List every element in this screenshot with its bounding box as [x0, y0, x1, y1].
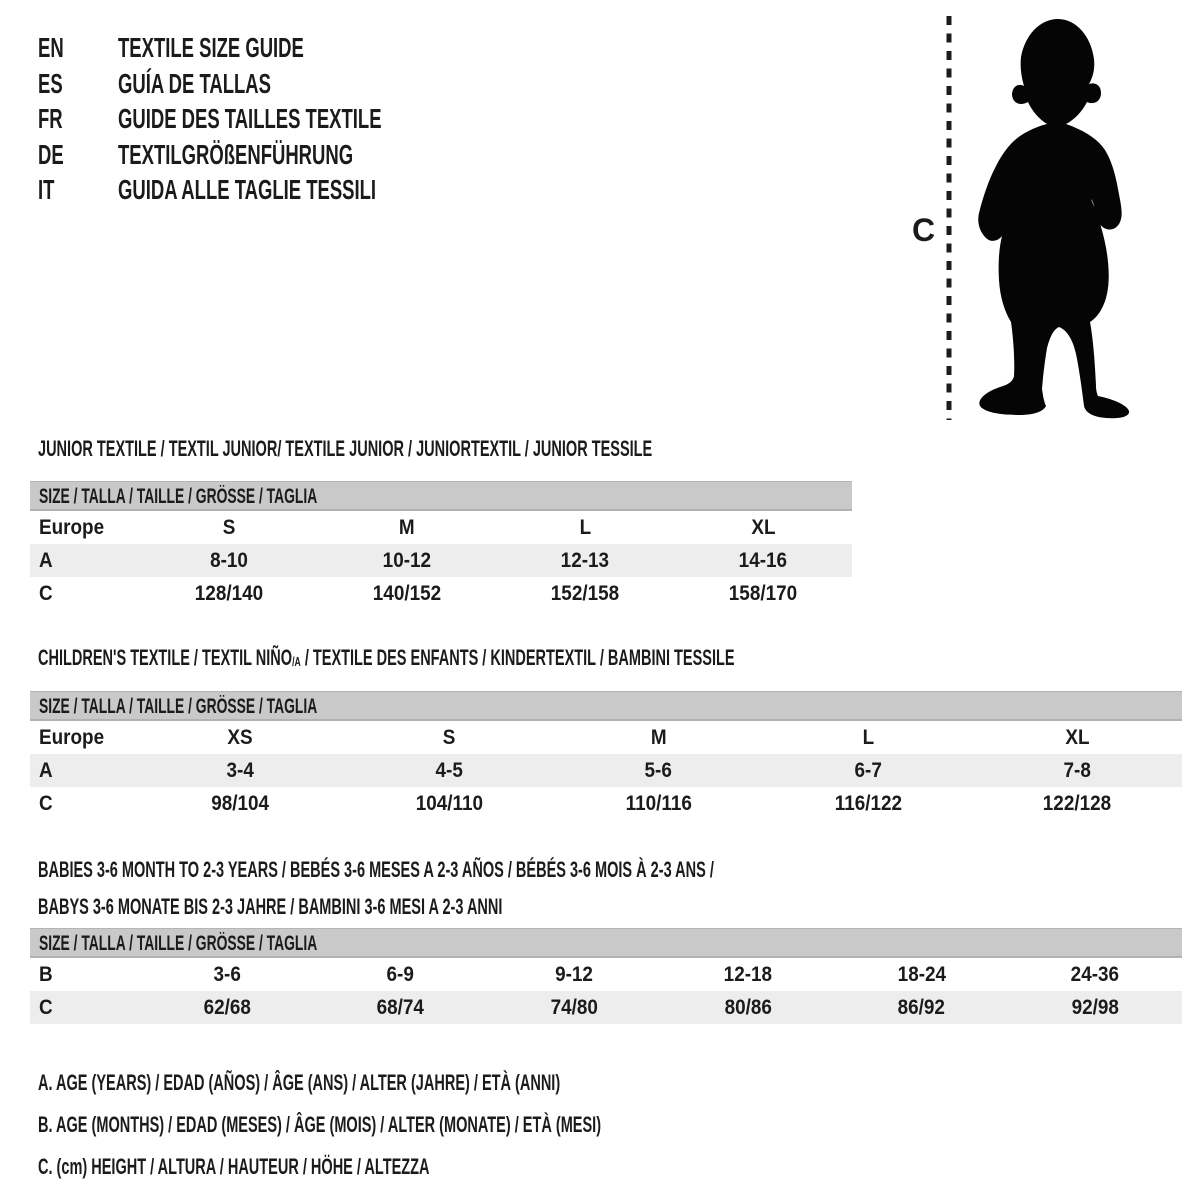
guide-title-en: TEXTILE SIZE GUIDE — [118, 32, 304, 63]
row-label: B — [39, 963, 53, 986]
height-value: 152/158 — [550, 582, 620, 605]
months-value: 12-18 — [723, 963, 773, 986]
guide-title-de: TEXTILGRÖßENFÜHRUNG — [118, 138, 354, 170]
height-value: 110/116 — [625, 792, 692, 815]
size-value: L — [579, 516, 591, 539]
months-value: 18-24 — [897, 963, 946, 986]
age-value: 14-16 — [738, 549, 788, 572]
height-value: 86/92 — [897, 996, 946, 1019]
junior-size-table — [30, 481, 852, 610]
toddler-silhouette-figure — [955, 14, 1150, 424]
size-header-bar — [30, 928, 1182, 958]
row-label: Europe — [39, 516, 105, 539]
babies-row-months — [30, 958, 1182, 991]
note-age-years-text: A. AGE (YEARS) / EDAD (AÑOS) / ÂGE (ANS) / ALTER (JAHRE) / ETÀ (ANNI) — [38, 1070, 561, 1095]
language-code: FR — [38, 103, 63, 134]
guide-title-fr: GUIDE DES TAILLES TEXTILE — [118, 103, 382, 134]
language-code: EN — [38, 32, 64, 63]
height-value: 68/74 — [376, 996, 425, 1019]
age-value: 10-12 — [382, 549, 432, 572]
size-value: S — [222, 516, 236, 539]
language-code: IT — [38, 174, 55, 205]
row-label: C — [39, 996, 53, 1019]
note-height-cm-text: C. (cm) HEIGHT / ALTURA / HAUTEUR / HÖHE / ALTEZZA — [38, 1154, 430, 1179]
language-code: DE — [38, 138, 64, 170]
row-label: Europe — [39, 726, 105, 749]
language-row-de — [38, 137, 517, 173]
row-label: C — [39, 792, 53, 815]
age-value: 12-13 — [560, 549, 610, 572]
height-value: 74/80 — [550, 996, 598, 1019]
size-value: XL — [1065, 726, 1090, 749]
children-title-post: / TEXTILE DES ENFANTS / KINDERTEXTIL / BAMBINI TESSILE — [300, 645, 735, 670]
age-value: 8-10 — [210, 549, 248, 572]
height-measure-dashed-line — [944, 16, 954, 420]
height-value: 128/140 — [194, 582, 264, 605]
language-row-en — [38, 30, 517, 66]
size-header-label: SIZE / TALLA / TAILLE / GRÖSSE / TAGLIA — [39, 695, 318, 718]
height-value: 62/68 — [203, 996, 251, 1019]
months-value: 24-36 — [1071, 963, 1120, 986]
children-section-title-text — [38, 646, 735, 674]
size-value: S — [442, 726, 456, 749]
row-label: A — [39, 549, 53, 572]
language-row-es — [38, 66, 517, 102]
babies-row-height — [30, 991, 1182, 1024]
note-age-years — [38, 1062, 891, 1104]
babies-title-line1: BABIES 3-6 MONTH TO 2-3 YEARS / BEBÉS 3-6 MESES A 2-3 AÑOS / BÉBÉS 3-6 MOIS À 2-3 ANS / — [38, 857, 714, 882]
junior-row-europe — [30, 511, 852, 544]
children-row-height — [30, 787, 1182, 820]
size-value: XS — [227, 726, 253, 749]
language-row-it — [38, 172, 517, 208]
babies-section-title — [38, 851, 1062, 925]
age-value: 3-4 — [226, 759, 254, 782]
months-value: 3-6 — [213, 963, 241, 986]
size-header-label: SIZE / TALLA / TAILLE / GRÖSSE / TAGLIA — [39, 485, 318, 508]
size-value: M — [399, 516, 415, 539]
height-value: 158/170 — [728, 582, 798, 605]
junior-section-title — [38, 437, 969, 461]
junior-section-title-text: JUNIOR TEXTILE / TEXTIL JUNIOR/ TEXTILE JUNIOR / JUNIORTEXTIL / JUNIOR TESSILE — [38, 436, 653, 461]
row-label: A — [39, 759, 53, 782]
height-value: 116/122 — [834, 792, 902, 815]
junior-row-height — [30, 577, 852, 610]
height-value: 104/110 — [415, 792, 483, 815]
guide-title-it: GUIDA ALLE TAGLIE TESSILI — [118, 174, 377, 205]
language-row-fr — [38, 101, 517, 137]
language-code: ES — [38, 67, 63, 99]
age-value: 5-6 — [644, 759, 673, 782]
height-value: 140/152 — [372, 582, 442, 605]
size-header-bar — [30, 481, 852, 511]
height-value: 92/98 — [1071, 996, 1119, 1019]
height-measure-label: C — [912, 212, 936, 248]
language-title-list — [38, 30, 517, 208]
height-value: 98/104 — [210, 792, 269, 815]
height-value: 80/86 — [724, 996, 772, 1019]
children-title-subscript: /A — [292, 654, 301, 669]
size-value: L — [862, 726, 874, 749]
size-value: M — [650, 726, 667, 749]
legend-notes — [38, 1062, 891, 1188]
age-value: 4-5 — [435, 759, 463, 782]
note-age-months — [38, 1104, 891, 1146]
children-title-pre: CHILDREN'S TEXTILE / TEXTIL NIÑO — [38, 645, 293, 670]
children-row-europe — [30, 721, 1182, 754]
row-label: C — [39, 582, 53, 605]
size-header-label: SIZE / TALLA / TAILLE / GRÖSSE / TAGLIA — [39, 932, 318, 955]
guide-title-es: GUÍA DE TALLAS — [118, 67, 271, 99]
size-header-bar — [30, 691, 1182, 721]
height-value: 122/128 — [1043, 792, 1112, 815]
months-value: 6-9 — [386, 963, 415, 986]
babies-title-line2: BABYS 3-6 MONATE BIS 2-3 JAHRE / BAMBINI 3-6 MESI A 2-3 ANNI — [38, 894, 503, 919]
toddler-silhouette — [978, 19, 1129, 418]
months-value: 9-12 — [555, 963, 594, 986]
size-value: XL — [750, 516, 776, 539]
children-size-table — [30, 691, 1182, 820]
children-row-age — [30, 754, 1182, 787]
junior-row-age — [30, 544, 852, 577]
age-value: 7-8 — [1063, 759, 1091, 782]
babies-size-table — [30, 928, 1182, 1024]
note-age-months-text: B. AGE (MONTHS) / EDAD (MESES) / ÂGE (MOIS) / ALTER (MONATE) / ETÀ (MESI) — [38, 1112, 602, 1137]
note-height-cm — [38, 1146, 891, 1188]
children-section-title — [38, 646, 1093, 674]
age-value: 6-7 — [854, 759, 882, 782]
